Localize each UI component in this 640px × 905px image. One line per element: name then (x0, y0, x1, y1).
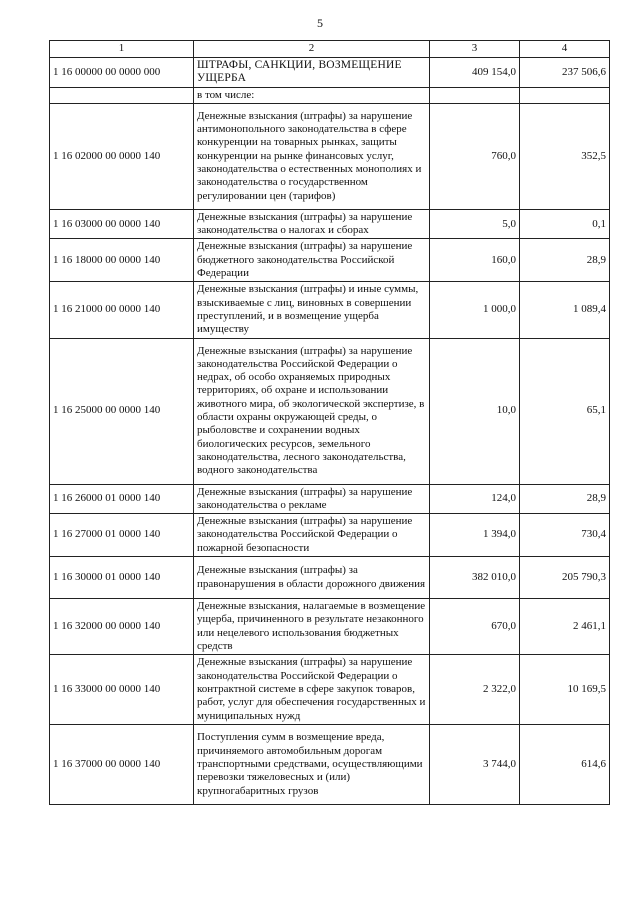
row-actual-value-cell: 352,5 (520, 103, 610, 209)
table-row (50, 87, 610, 103)
row-description-cell: Денежные взыскания (штрафы) за нарушение законодательства Российской Федерации о пожарной безопасности (194, 514, 430, 557)
row-description-cell: Денежные взыскания (штрафы) за нарушение законодательства о рекламе (194, 484, 430, 514)
row-actual-value-cell: 10 169,5 (520, 655, 610, 725)
table-row (50, 655, 610, 725)
row-description-cell: ШТРАФЫ, САНКЦИИ, ВОЗМЕЩЕНИЕ УЩЕРБА (194, 58, 430, 88)
row-actual-value-cell: 28,9 (520, 484, 610, 514)
row-actual-value-cell: 237 506,6 (520, 58, 610, 88)
row-plan-value-cell: 160,0 (430, 239, 520, 282)
page-number: 5 (317, 16, 323, 30)
row-actual-value-cell: 205 790,3 (520, 557, 610, 599)
row-actual-value-cell: 28,9 (520, 239, 610, 282)
row-actual-value-cell (520, 87, 610, 103)
row-plan-value-cell: 10,0 (430, 338, 520, 484)
row-description-cell: Денежные взыскания, налагаемые в возмещение ущерба, причиненного в результате незаконного или нецелевого использования бюджетных средств (194, 599, 430, 655)
row-description-cell: Денежные взыскания (штрафы) за нарушение законодательства Российской Федерации о контрактной системе в сфере закупок товаров, работ, услуг для обеспечения государственных и муниципальных нужд (194, 655, 430, 725)
row-code-cell: 1 16 30000 01 0000 140 (50, 557, 194, 599)
row-code-cell: 1 16 18000 00 0000 140 (50, 239, 194, 282)
table-row (50, 514, 610, 557)
row-description-cell: Денежные взыскания (штрафы) за нарушение бюджетного законодательства Российской Федерации (194, 239, 430, 282)
row-plan-value-cell: 1 394,0 (430, 514, 520, 557)
row-code-cell: 1 16 02000 00 0000 140 (50, 103, 194, 209)
row-code-cell: 1 16 32000 00 0000 140 (50, 599, 194, 655)
table-row (50, 725, 610, 805)
column-header-plan: 3 (430, 41, 520, 58)
row-plan-value-cell: 382 010,0 (430, 557, 520, 599)
table-row (50, 58, 610, 88)
row-code-cell: 1 16 27000 01 0000 140 (50, 514, 194, 557)
budget-table (49, 40, 610, 805)
row-code-cell (50, 87, 194, 103)
table-row (50, 599, 610, 655)
row-plan-value-cell: 670,0 (430, 599, 520, 655)
row-code-cell: 1 16 33000 00 0000 140 (50, 655, 194, 725)
table-row (50, 338, 610, 484)
row-plan-value-cell: 5,0 (430, 209, 520, 239)
row-code-cell: 1 16 00000 00 0000 000 (50, 58, 194, 88)
row-description-cell: Денежные взыскания (штрафы) за правонарушения в области дорожного движения (194, 557, 430, 599)
row-actual-value-cell: 0,1 (520, 209, 610, 239)
row-code-cell: 1 16 26000 01 0000 140 (50, 484, 194, 514)
row-code-cell: 1 16 25000 00 0000 140 (50, 338, 194, 484)
table-row (50, 209, 610, 239)
row-actual-value-cell: 1 089,4 (520, 282, 610, 338)
row-code-cell: 1 16 37000 00 0000 140 (50, 725, 194, 805)
row-actual-value-cell: 730,4 (520, 514, 610, 557)
row-description-cell: Поступления сумм в возмещение вреда, причиняемого автомобильным дорогам транспортными средствами, осуществляющими перевозки тяжеловесных и (или) крупногабаритных грузов (194, 725, 430, 805)
row-plan-value-cell: 124,0 (430, 484, 520, 514)
row-description-cell: в том числе: (194, 87, 430, 103)
row-code-cell: 1 16 03000 00 0000 140 (50, 209, 194, 239)
table-row (50, 282, 610, 338)
table-header-row (50, 41, 610, 58)
row-plan-value-cell: 2 322,0 (430, 655, 520, 725)
column-header-actual: 4 (520, 41, 610, 58)
row-plan-value-cell: 1 000,0 (430, 282, 520, 338)
column-header-description: 2 (194, 41, 430, 58)
row-plan-value-cell: 3 744,0 (430, 725, 520, 805)
table-row (50, 103, 610, 209)
column-header-code: 1 (50, 41, 194, 58)
table-row (50, 557, 610, 599)
row-actual-value-cell: 65,1 (520, 338, 610, 484)
row-plan-value-cell (430, 87, 520, 103)
row-code-cell: 1 16 21000 00 0000 140 (50, 282, 194, 338)
row-actual-value-cell: 614,6 (520, 725, 610, 805)
row-description-cell: Денежные взыскания (штрафы) и иные суммы, взыскиваемые с лиц, виновных в совершении преступлений, и в возмещение ущерба имуществу (194, 282, 430, 338)
row-description-cell: Денежные взыскания (штрафы) за нарушение законодательства о налогах и сборах (194, 209, 430, 239)
row-plan-value-cell: 760,0 (430, 103, 520, 209)
row-actual-value-cell: 2 461,1 (520, 599, 610, 655)
table-row (50, 484, 610, 514)
row-description-cell: Денежные взыскания (штрафы) за нарушение антимонопольного законодательства в сфере конкуренции на товарных рынках, защиты конкуренции на рынке финансовых услуг, законодательства о естественных монополиях и законодательства о государственном регулировании цен (тарифов) (194, 103, 430, 209)
row-plan-value-cell: 409 154,0 (430, 58, 520, 88)
row-description-cell: Денежные взыскания (штрафы) за нарушение законодательства Российской Федерации о недрах, об особо охраняемых природных территориях, об охране и использовании животного мира, об экологической экспертизе, в области охраны окружающей среды, о рыболовстве и сохранении водных биологических ресурсов, земельного законодательства, лесного законодательства, водного законодательства (194, 338, 430, 484)
table-row (50, 239, 610, 282)
